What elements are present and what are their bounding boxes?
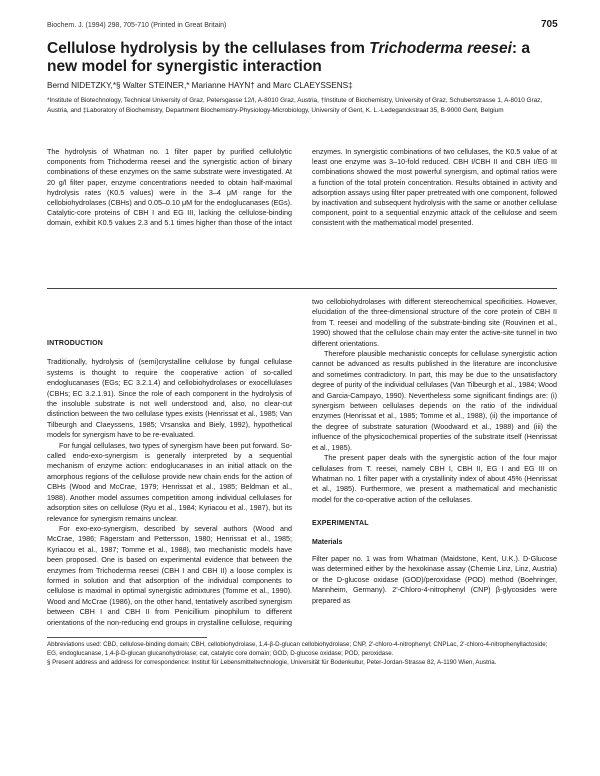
footnote-divider	[47, 637, 207, 638]
paragraph: For exo-exo-synergism, described by several authors (Wood and McCrae, 1986; Fägerstam and Pettersson, 1980; Henrissat et al., 1985; Kyriacou et al., 1987; Tomme et al., 1988), two mechanistic models have been proposed. One is based on experimental evidence that between the enzymes from Trichoderma reesei (CBH I and CBH II) a loose complex is formed in solution and that adsorption of the individual components to cellulose is maximal in optimal synergistic admixtures (Tomme et al., 1990). Wood and McCrae (1986), on the other hand, tentatively ascribed synergism between CBH I and CBH II from Penicillium pinophilum to different orientations of the non-reducing end groups in crystalline cellulose, requiring two cellobiohydrolases with different stereochemical specificities. However, elucidation of the three-dimensional structure of the core protein of CBH II from T. reesei and modelling of the substrate-binding site (Rouvinen et al., 1990) showed that the cellulose chain may enter the active-site tunnel in two different orientations.	[47, 297, 557, 627]
author-list: Bernd NIDETZKY,*§ Walter STEINER,* Marianne HAYN† and Marc CLAEYSSENS‡	[47, 81, 353, 90]
footnote-address: § Present address and address for correspondence: Institut für Lebensmitteltechnologie, Universität für Bodenkultur, Peter-Jordan-Strasse 82, A-1190 Wien, Austria.	[47, 659, 497, 667]
footnote-abbreviations: Abbreviations used: CBD, cellulose-binding domain; CBH, cellobiohydrolase, 1,4-β-D-glucan cellobiohydrolase; CNP, 2'-chloro-4-nitrophenyl; CNPLac, 2'-chloro-4-nitrophenyllactoside; EG, endoglucanase, 1,4-β-D-glucan glucanohydrolase; cat, catalytic core domain; GOD, D-glucose oxidase; POD, peroxidase.	[47, 641, 548, 657]
body-text	[47, 297, 557, 633]
paragraph: Traditionally, hydrolysis of (semi)crystalline cellulose by fungal cellulase systems is thought to require the cooperative action of so-called endoglucanases (EGs; EC 3.2.1.4) and cellobiohydrolases or exocellulases (CBHs; EC 3.2.1.91). Since the role of each component in the hydrolysis of the insoluble substrate is not well understood and, also, no clear-cut distinction between the two cellulase types exists (Henrissat et al., 1985; Van Tilbeurgh and Claeyssens, 1985; Vrsanska and Biely, 1992), hypothetical models for synergism have to be re-evaluated.	[47, 357, 292, 440]
section-divider	[47, 288, 557, 289]
paragraph: Filter paper no. 1 was from Whatman (Maidstone, Kent, U.K.). D-Glucose was determined either by the hexokinase assay (Chemie Linz, Linz, Austria) or the D-glucose oxidase (GOD)/peroxidase (POD) method (Boehringer, Mannheim, Germany). 2'-Chloro-4-nitrophenyl (CNP) β-glycosides were prepared as	[312, 553, 557, 605]
title-main: Cellulose hydrolysis by the cellulases from	[47, 40, 370, 57]
affiliations: *Institute of Biotechnology, Technical University of Graz, Petersgasse 12/I, A-8010 Graz, Austria, †Institute of Biochemistry, University of Graz, Schubertstrasse 1, A-8010 Graz, Austria, and ‡Laboratory of Biochemistry, Department Biochemistry-Physiology-Microbiology, University of Gent, K. L.-Ledeganckstraat 35, B-9000 Gent, Belgium	[47, 97, 543, 114]
abstract	[47, 147, 557, 284]
paragraph: Therefore plausible mechanistic concepts for cellulase synergistic action cannot be advanced as results published in the literature are inconclusive and sometimes contradictory. In part, this may be due to the unsatisfactory degree of purity of the individual cellulases (Van Tilbeurgh et al., 1984; Wood and Garcia-Campayo, 1990). Nevertheless some significant findings are: (i) synergism between cellulases depends on the ratio of the individual enzymes (Henrissat et al., 1985; Tomme et al., 1988), (ii) the importance of the degree of substrate saturation (Woodward et al., 1988) and (iii) the influence of the physicochemical properties of the substrate itself (Henrissat et al., 1985).	[312, 349, 557, 452]
page-number: 705	[541, 19, 558, 30]
footnotes	[47, 641, 557, 669]
article-title	[47, 40, 547, 76]
introduction-heading: INTRODUCTION	[47, 340, 104, 347]
running-head: Biochem. J. (1994) 298, 705-710 (Printed in Great Britain)	[47, 22, 227, 29]
title-rest: : a new model for synergistic interaction	[47, 40, 530, 75]
abstract-text: The hydrolysis of Whatman no. 1 filter paper by purified cellulolytic components from Trichoderma reesei and the synergistic action of binary combinations of these enzymes on the same substrate were investigated. At 20 g/l filter paper, enzyme concentrations needed to obtain half-maximal hydrolysis rates (K0.5 values) were in the 3–4 μM range for the cellobiohydrolases (CBHs) and 0.05–0.10 μM for the endoglucanases (EGs). Catalytic-core proteins of CBH I and EG III, lacking the cellulose-binding domain, exhibit K0.5 values 2.3 and 5.1 times higher than those of the intact enzymes. In synergistic combinations of two cellulases, the K0.5 value of at least one enzyme was 3–10-fold reduced. CBH I/CBH II and CBH I/EG III combinations showed the most powerful synergism, and optimal ratios were a function of the total protein concentration. Results obtained in activity and adsorption assays using filter paper pretreated with one component, followed by inactivation and subsequent hydrolysis with the same or another cellulase component, point to a sequential enzymic attack of the cellulose and seem consistent with the mathematical model presented.	[47, 147, 557, 228]
paragraph: The present paper deals with the synergistic action of the four major cellulases from T. reesei, namely CBH I, CBH II, EG I and EG III on Whatman no. 1 filter paper with a crystallinity index of about 45% (Henrissat et al., 1985). Furthermore, we present a mathematical and mechanistic model for the co-operative action of the cellulases.	[312, 453, 557, 504]
paragraph: For fungal cellulases, two types of synergism have been put forward. So-called endo-exo-synergism is generally interpreted by a sequential mechanism of enzyme action: endoglucanases in an initial attack on the amorphous regions of the cellulose provide new chain ends for the action of CBHs (Wood and McCrae, 1979; Henrissat et al., 1985; Beldman et al., 1988). Another model assumes competition among individual cellulases for adsorption sites on cellulose (Ryu et al., 1984; Kyriacou et al., 1987), but its relevance for synergism remains unclear.	[47, 440, 292, 523]
title-species: Trichoderma reesei	[369, 40, 512, 57]
experimental-heading: EXPERIMENTAL	[312, 520, 369, 528]
materials-heading: Materials	[312, 538, 343, 546]
